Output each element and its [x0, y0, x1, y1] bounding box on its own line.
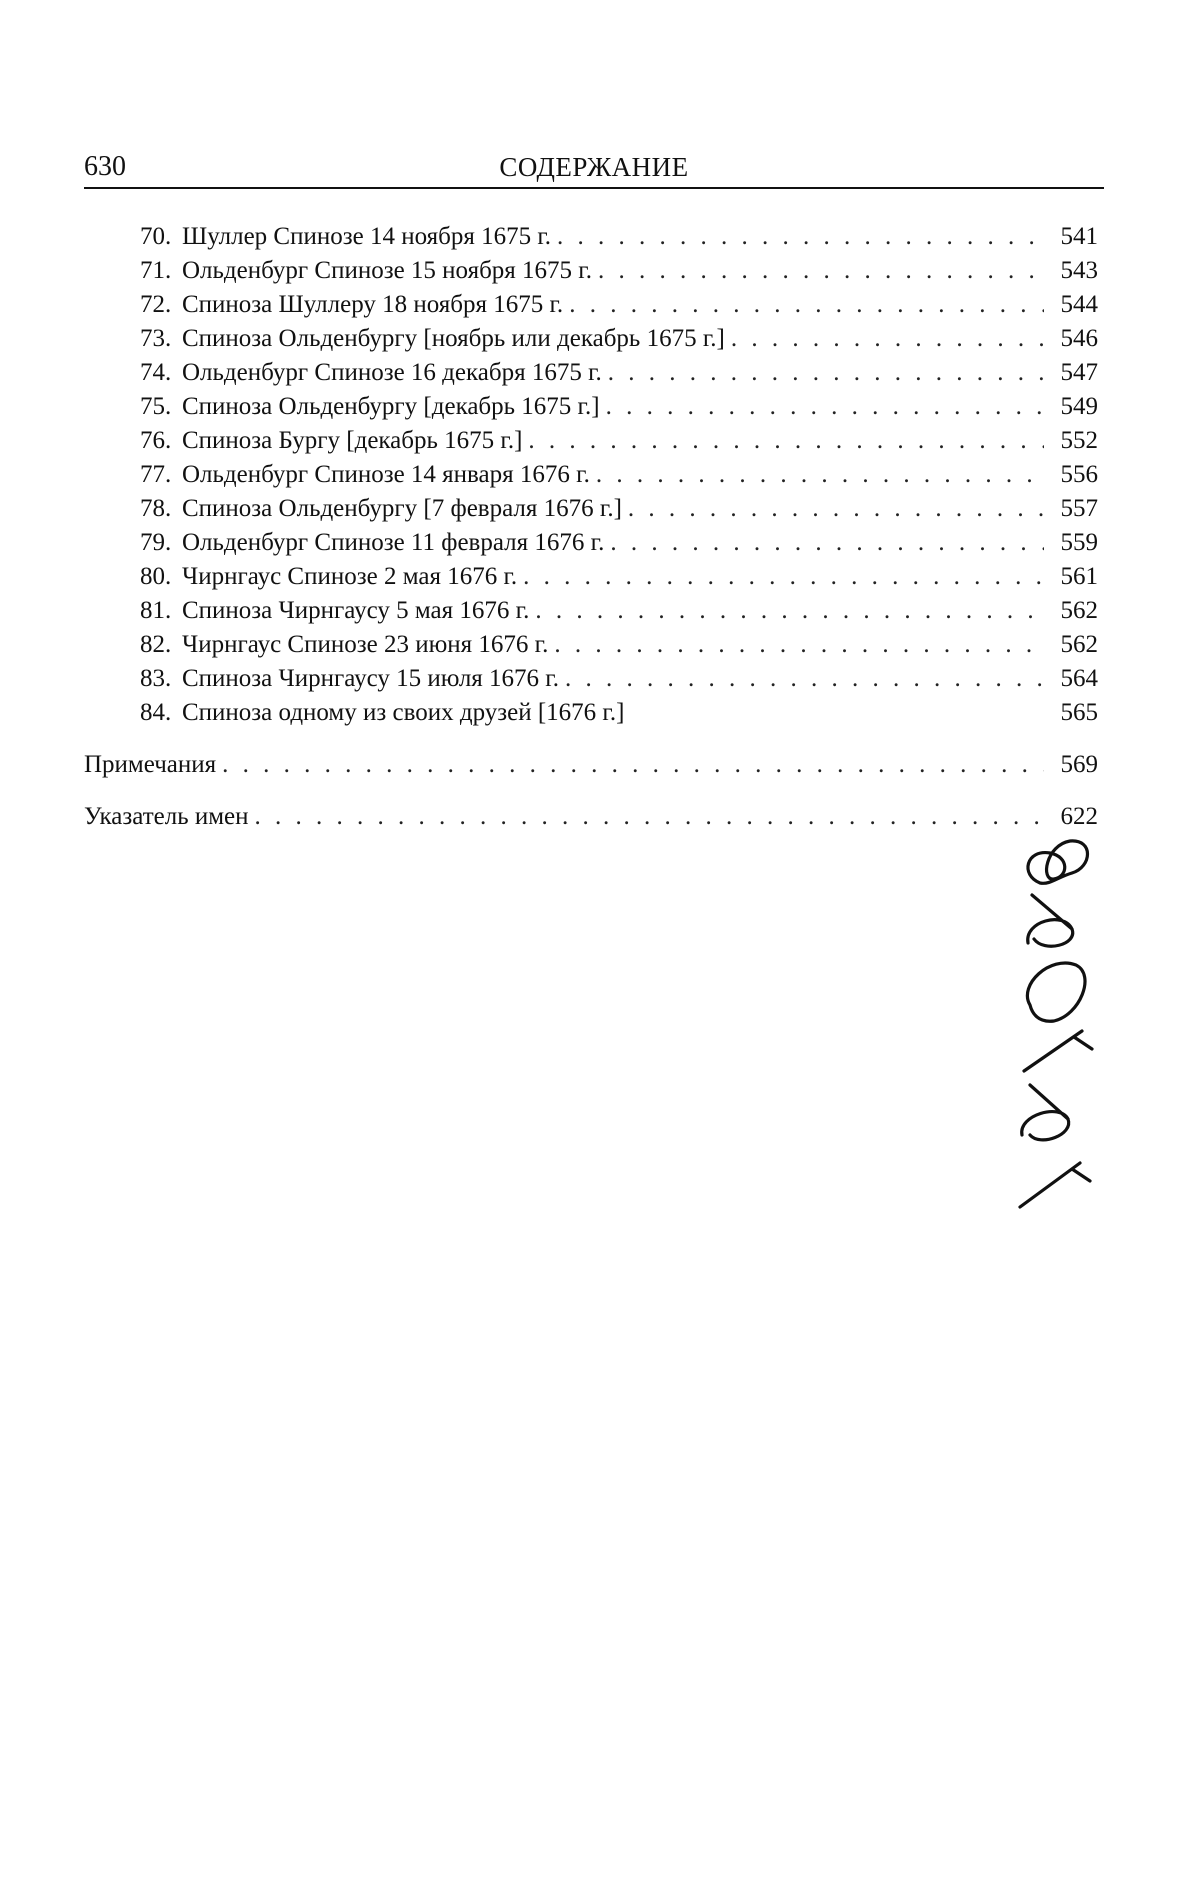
dot-leader — [255, 801, 1044, 833]
toc-entry — [140, 493, 1098, 525]
entry-number: 79. — [140, 529, 172, 556]
entry-page: 562 — [1060, 597, 1098, 624]
entry-page: 544 — [1060, 291, 1098, 318]
entry-page: 559 — [1060, 529, 1098, 556]
entry-number: 74. — [140, 359, 172, 386]
entry-number: 77. — [140, 461, 172, 488]
dot-leader — [569, 289, 1044, 321]
section-title: Примечания — [84, 751, 217, 778]
entry-number: 70. — [140, 223, 172, 250]
dot-leader — [628, 493, 1044, 525]
dot-leader — [528, 425, 1044, 457]
handwritten-inventory-number — [1010, 835, 1100, 1215]
section-page: 569 — [1060, 751, 1098, 778]
dot-leader — [523, 561, 1044, 593]
dot-leader — [731, 323, 1044, 355]
dot-leader — [557, 221, 1044, 253]
toc-entry — [140, 221, 1098, 253]
entry-page: 541 — [1060, 223, 1098, 250]
entry-title: Шуллер Спинозе 14 ноября 1675 г. — [182, 223, 552, 250]
toc-entry — [140, 425, 1098, 457]
entry-page: 562 — [1060, 631, 1098, 658]
dot-leader — [222, 749, 1044, 781]
page-number: 630 — [84, 151, 126, 182]
toc-entry — [140, 255, 1098, 287]
toc-entry — [140, 289, 1098, 321]
entry-title: Спиноза Ольденбургу [7 февраля 1676 г.] — [182, 495, 622, 522]
entry-page: 547 — [1060, 359, 1098, 386]
entry-title: Спиноза Чирнгаусу 15 июля 1676 г. — [182, 665, 559, 692]
entry-number: 72. — [140, 291, 172, 318]
entry-page: 561 — [1060, 563, 1098, 590]
section-title: Указатель имен — [84, 803, 249, 830]
toc-entry — [140, 459, 1098, 491]
toc-entry — [140, 323, 1098, 355]
toc-entry — [140, 391, 1098, 423]
entry-number: 75. — [140, 393, 172, 420]
toc-entry — [140, 357, 1098, 389]
toc-entry — [140, 629, 1098, 661]
section-page: 622 — [1060, 803, 1098, 830]
entry-title: Чирнгаус Спинозе 23 июня 1676 г. — [182, 631, 549, 658]
toc-entry — [140, 595, 1098, 627]
entry-title: Спиноза Ольденбургу [ноябрь или декабрь 1675 г.] — [182, 325, 725, 352]
entry-title: Спиноза одному из своих друзей [1676 г.] — [182, 699, 625, 726]
entry-page: 564 — [1060, 665, 1098, 692]
entry-number: 73. — [140, 325, 172, 352]
entry-number: 84. — [140, 699, 172, 726]
entry-page: 549 — [1060, 393, 1098, 420]
entry-page: 552 — [1060, 427, 1098, 454]
entry-number: 80. — [140, 563, 172, 590]
entry-title: Ольденбург Спинозе 16 декабря 1675 г. — [182, 359, 602, 386]
toc-entry — [140, 697, 1098, 729]
entry-title: Ольденбург Спинозе 11 февраля 1676 г. — [182, 529, 605, 556]
header-rule — [84, 187, 1104, 189]
entry-title: Чирнгаус Спинозе 2 мая 1676 г. — [182, 563, 518, 590]
entry-page: 557 — [1060, 495, 1098, 522]
dot-leader — [610, 527, 1044, 559]
dot-leader — [565, 663, 1044, 695]
entry-title: Ольденбург Спинозе 15 ноября 1675 г. — [182, 257, 592, 284]
entry-title: Спиноза Шуллеру 18 ноября 1675 г. — [182, 291, 564, 318]
dot-leader — [598, 255, 1044, 287]
dot-leader — [606, 391, 1044, 423]
entry-title: Спиноза Чирнгаусу 5 мая 1676 г. — [182, 597, 530, 624]
dot-leader — [596, 459, 1044, 491]
dot-leader — [554, 629, 1044, 661]
toc-entry — [140, 561, 1098, 593]
entry-number: 81. — [140, 597, 172, 624]
entry-page: 543 — [1060, 257, 1098, 284]
toc-entry — [140, 527, 1098, 559]
entry-page: 556 — [1060, 461, 1098, 488]
entry-number: 82. — [140, 631, 172, 658]
entry-number: 78. — [140, 495, 172, 522]
page-header — [84, 150, 1104, 188]
dot-leader — [608, 357, 1044, 389]
entry-page: 565 — [1060, 699, 1098, 726]
toc-section — [84, 801, 1098, 833]
dot-leader — [535, 595, 1044, 627]
toc-entry — [140, 663, 1098, 695]
entry-number: 71. — [140, 257, 172, 284]
entry-title: Ольденбург Спинозе 14 января 1676 г. — [182, 461, 590, 488]
toc-section — [84, 749, 1098, 781]
entry-title: Спиноза Бургу [декабрь 1675 г.] — [182, 427, 523, 454]
entry-number: 83. — [140, 665, 172, 692]
entry-number: 76. — [140, 427, 172, 454]
entry-title: Спиноза Ольденбургу [декабрь 1675 г.] — [182, 393, 600, 420]
running-title: СОДЕРЖАНИЕ — [499, 152, 689, 182]
entry-page: 546 — [1060, 325, 1098, 352]
